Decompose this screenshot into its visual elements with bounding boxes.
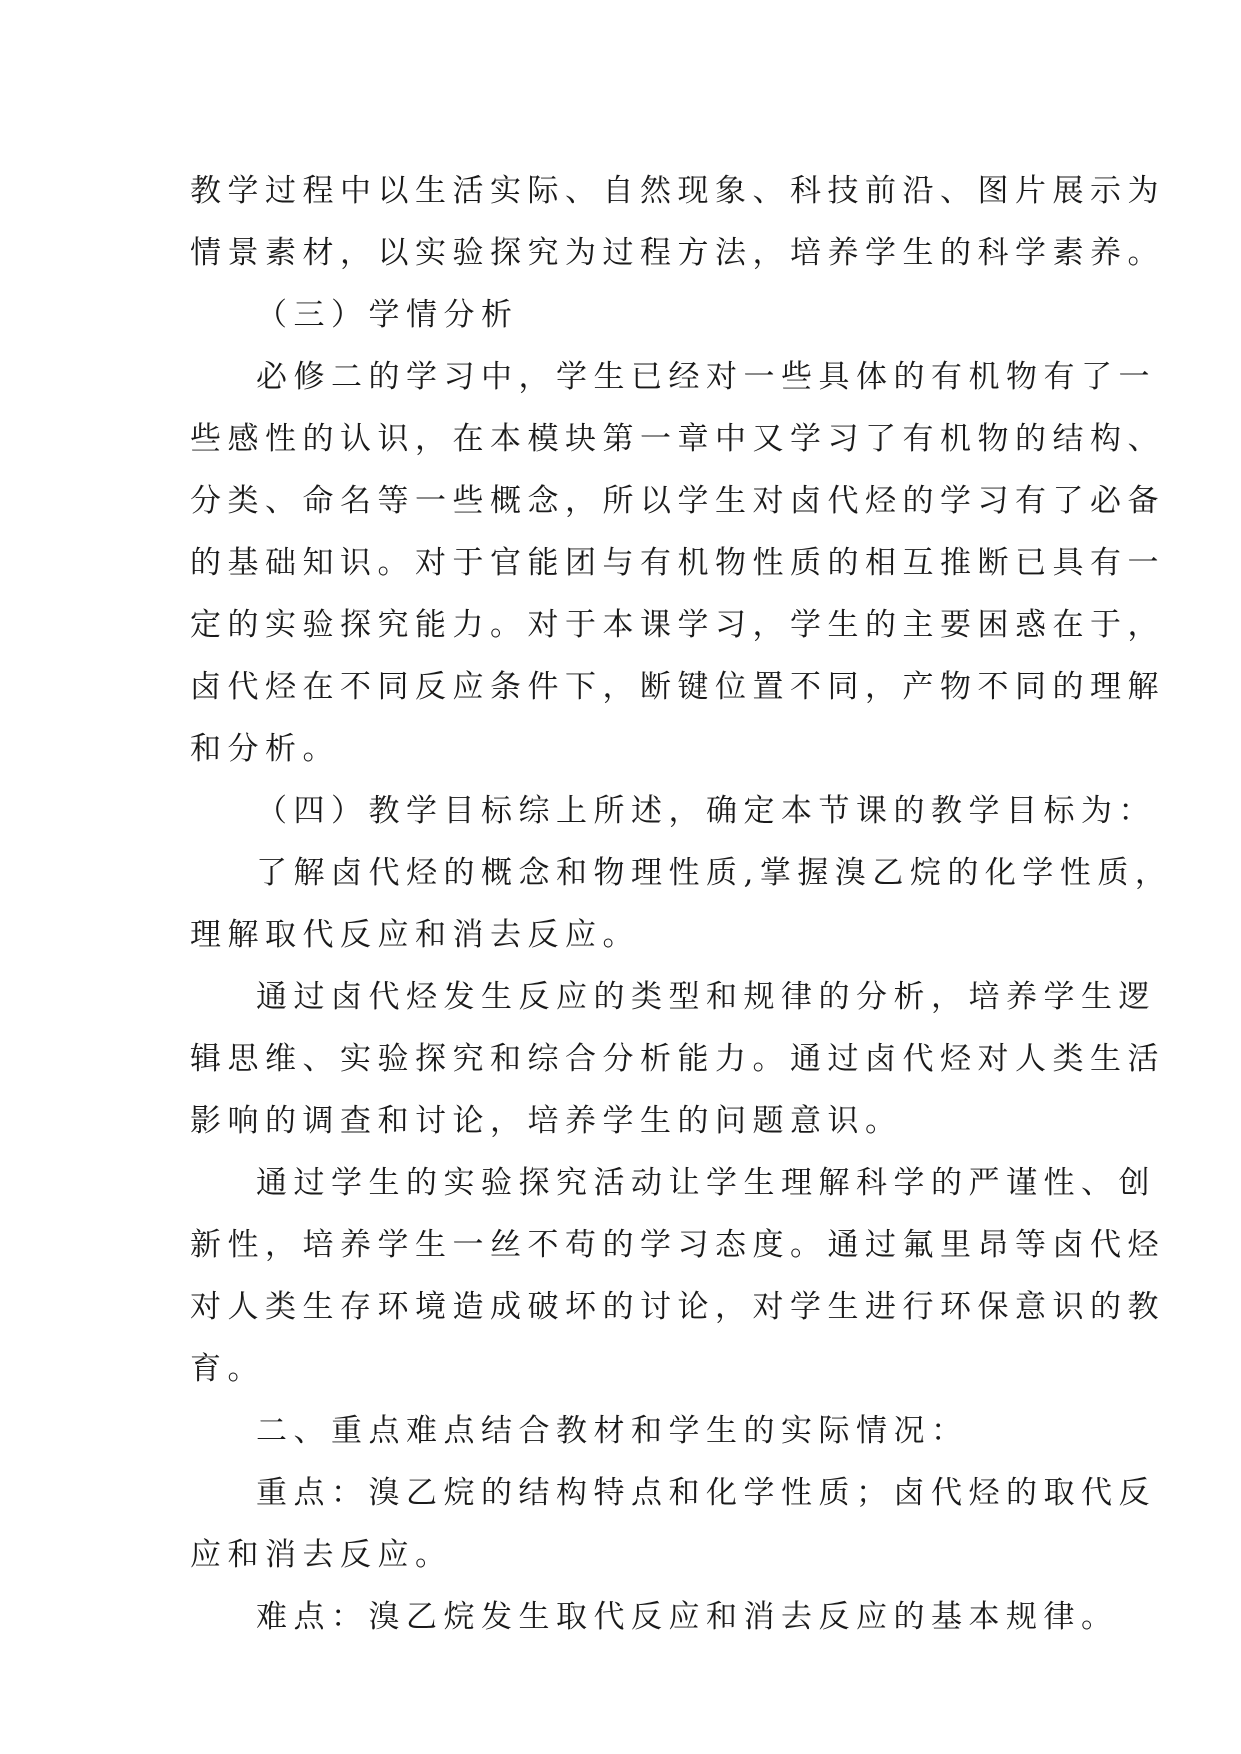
text-line: 新性，培养学生一丝不苟的学习态度。通过氟里昂等卤代烃 xyxy=(190,1227,1165,1263)
text-line: 辑思维、实验探究和综合分析能力。通过卤代烃对人类生活 xyxy=(190,1041,1165,1077)
section-heading-teaching-goals: （四）教学目标综上所述，确定本节课的教学目标为： xyxy=(256,793,1156,829)
text-line: 通过学生的实验探究活动让学生理解科学的严谨性、创 xyxy=(256,1165,1156,1201)
text-line: 分类、命名等一些概念，所以学生对卤代烃的学习有了必备 xyxy=(190,483,1165,519)
text-line: 教学过程中以生活实际、自然现象、科技前沿、图片展示为 xyxy=(190,173,1165,209)
text-line: 些感性的认识，在本模块第一章中又学习了有机物的结构、 xyxy=(190,421,1165,457)
text-line: 了解卤代烃的概念和物理性质,掌握溴乙烷的化学性质， xyxy=(256,855,1173,891)
text-line: 的基础知识。对于官能团与有机物性质的相互推断已具有一 xyxy=(190,545,1165,581)
text-line: 应和消去反应。 xyxy=(190,1537,453,1573)
text-line: 育。 xyxy=(190,1351,265,1387)
difficult-point-line: 难点：溴乙烷发生取代反应和消去反应的基本规律。 xyxy=(256,1599,1119,1635)
text-line: 卤代烃在不同反应条件下，断键位置不同，产物不同的理解 xyxy=(190,669,1165,705)
text-line: 对人类生存环境造成破坏的讨论，对学生进行环保意识的教 xyxy=(190,1289,1165,1325)
body-text xyxy=(190,160,1173,1648)
text-line: 情景素材，以实验探究为过程方法，培养学生的科学素养。 xyxy=(190,235,1165,271)
text-line: 理解取代反应和消去反应。 xyxy=(190,917,640,953)
text-line: 通过卤代烃发生反应的类型和规律的分析，培养学生逻 xyxy=(256,979,1156,1015)
text-line: 必修二的学习中，学生已经对一些具体的有机物有了一 xyxy=(256,359,1156,395)
key-point-line: 重点：溴乙烷的结构特点和化学性质；卤代烃的取代反 xyxy=(256,1475,1156,1511)
text-line: 定的实验探究能力。对于本课学习，学生的主要困惑在于， xyxy=(190,607,1165,643)
section-heading-student-analysis: （三）学情分析 xyxy=(256,297,519,333)
text-line: 和分析。 xyxy=(190,731,340,767)
text-line: 影响的调查和讨论，培养学生的问题意识。 xyxy=(190,1103,903,1139)
section-heading-key-points: 二、重点难点结合教材和学生的实际情况： xyxy=(256,1413,969,1449)
